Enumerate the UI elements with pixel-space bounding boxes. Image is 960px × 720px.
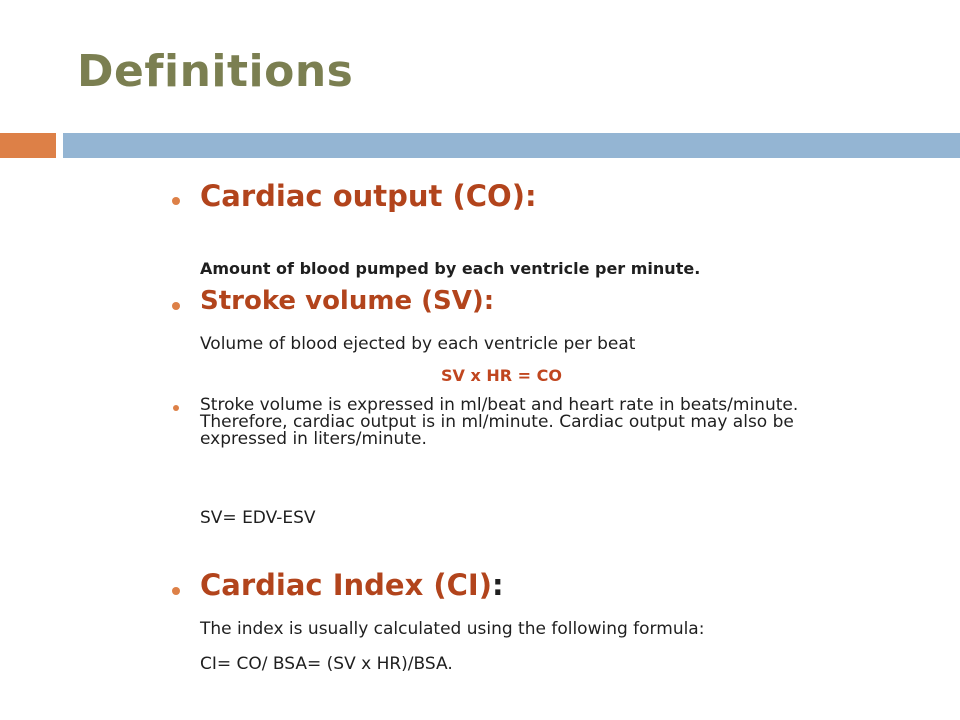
definition-cardiac-output: Amount of blood pumped by each ventricle per minute. xyxy=(200,259,701,278)
formula-sv-hr-co: SV x HR = CO xyxy=(441,366,562,385)
equation-sv-edv-esv: SV= EDV-ESV xyxy=(200,508,316,528)
bullet-units xyxy=(173,405,179,411)
definition-stroke-volume: Volume of blood ejected by each ventricle per beat xyxy=(200,334,636,354)
slide-title: Definitions xyxy=(77,46,354,97)
bullet-stroke-volume xyxy=(172,302,180,310)
formula-cardiac-index: CI= CO/ BSA= (SV x HR)/BSA. xyxy=(200,654,453,674)
bullet-cardiac-output xyxy=(172,197,180,205)
term-cardiac-index-colon: : xyxy=(491,568,504,602)
accent-bar-blue xyxy=(63,133,960,158)
definition-cardiac-index: The index is usually calculated using the following formula: xyxy=(200,619,705,639)
term-cardiac-output: Cardiac output (CO): xyxy=(200,179,537,213)
paragraph-units: Stroke volume is expressed in ml/beat and heart rate in beats/minute. Therefore, cardiac output is in ml/minute. Cardiac output may also be expressed in liters/minute. xyxy=(200,395,799,449)
term-stroke-volume: Stroke volume (SV): xyxy=(200,286,495,316)
accent-bar-orange xyxy=(0,133,56,158)
term-cardiac-index-text: Cardiac Index (CI) xyxy=(200,568,492,602)
bullet-cardiac-index xyxy=(172,587,180,595)
term-cardiac-index xyxy=(200,568,504,602)
